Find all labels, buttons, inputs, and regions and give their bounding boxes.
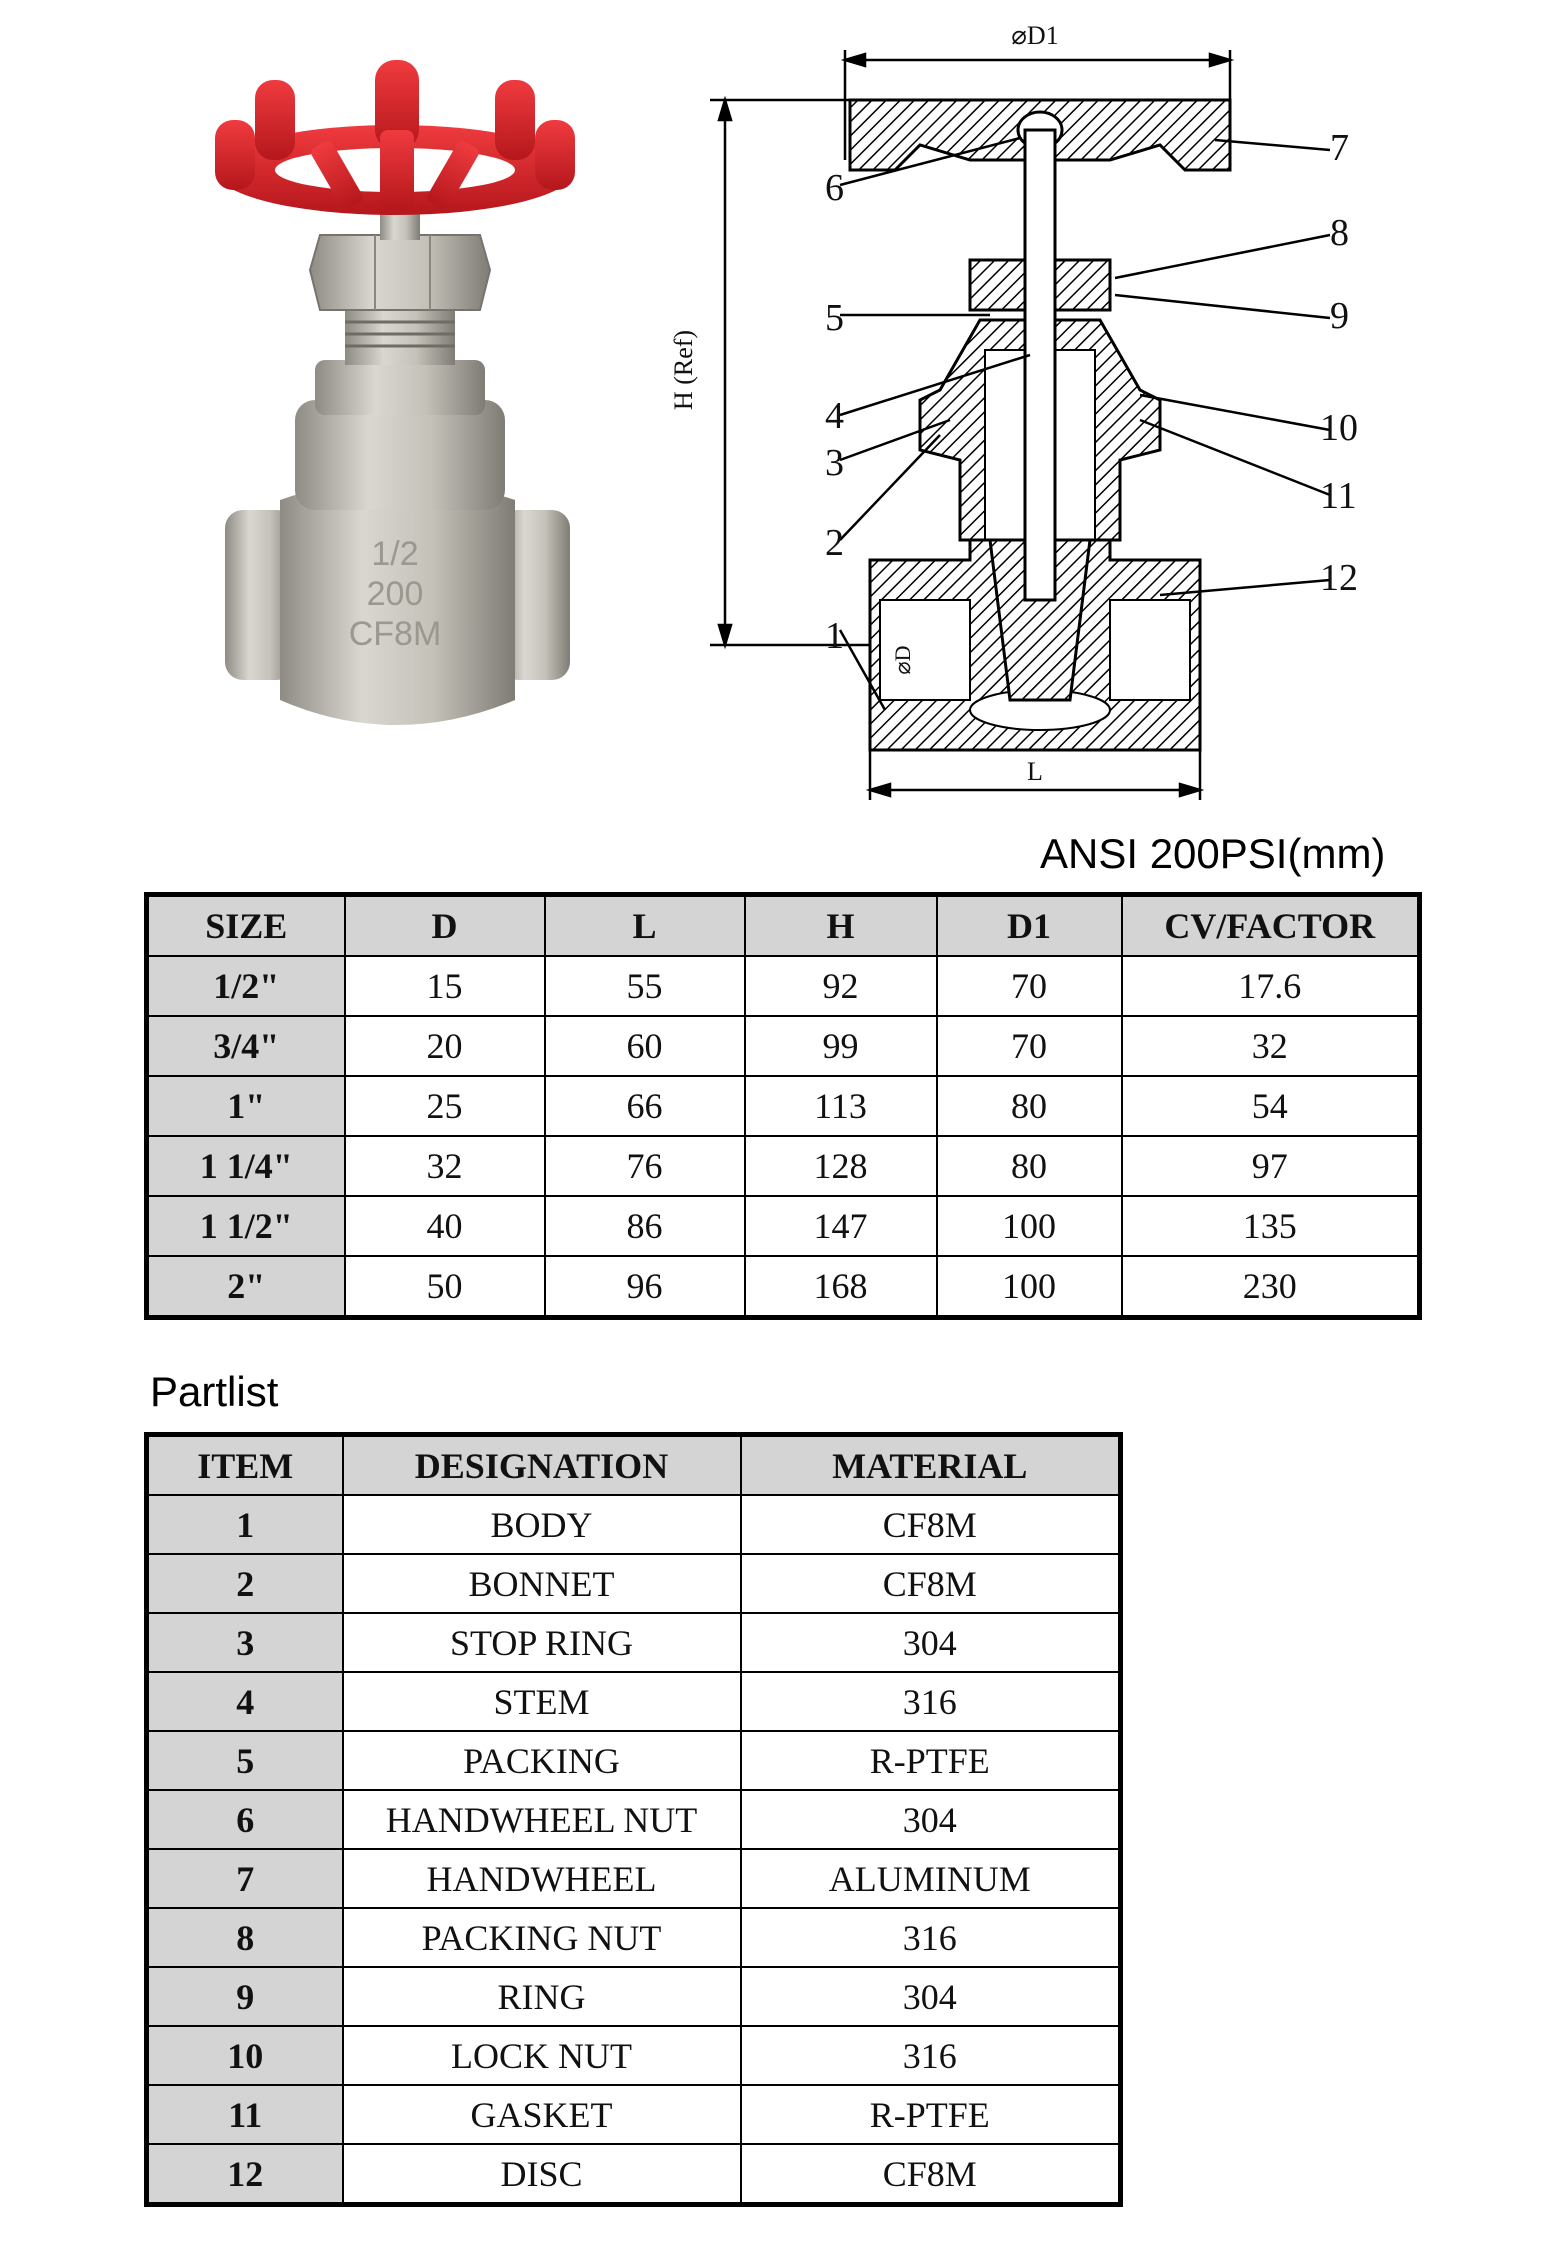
casting-mark-size: 1/2: [371, 535, 419, 573]
d1-dimension-label: ⌀D1: [1011, 21, 1059, 50]
callout-2: 2: [825, 522, 844, 564]
cv-cell: 32: [1122, 1016, 1420, 1076]
material-cell: 304: [741, 1790, 1121, 1849]
table-row: [147, 1256, 1420, 1318]
l-cell: 66: [545, 1076, 745, 1136]
callout-9: 9: [1330, 295, 1349, 337]
item-cell: 6: [147, 1790, 343, 1849]
d-cell: 32: [345, 1136, 545, 1196]
table-row: [147, 1613, 1121, 1672]
size-cell: 3/4": [147, 1016, 345, 1076]
cv-cell: 54: [1122, 1076, 1420, 1136]
size-cell: 1": [147, 1076, 345, 1136]
header-d: D: [345, 895, 545, 957]
h-dimension-label: H (Ref): [669, 329, 698, 411]
casting-mark-pressure: 200: [366, 575, 424, 613]
callout-12: 12: [1320, 557, 1358, 599]
callout-8: 8: [1330, 212, 1349, 254]
table-row: [147, 1554, 1121, 1613]
d1-cell: 70: [937, 1016, 1122, 1076]
material-cell: R-PTFE: [741, 1731, 1121, 1790]
item-cell: 12: [147, 2144, 343, 2205]
table-row: [147, 1790, 1121, 1849]
table-row: [147, 1136, 1420, 1196]
material-cell: 304: [741, 1967, 1121, 2026]
header-designation: DESIGNATION: [343, 1435, 741, 1496]
valve-cross-section-drawing: [640, 20, 1380, 820]
header-cv-factor: CV/FACTOR: [1122, 895, 1420, 957]
h-cell: 113: [745, 1076, 937, 1136]
designation-cell: STOP RING: [343, 1613, 741, 1672]
designation-cell: BODY: [343, 1495, 741, 1554]
material-cell: 304: [741, 1613, 1121, 1672]
table-row: [147, 1016, 1420, 1076]
partlist-title: Partlist: [150, 1368, 279, 1415]
d1-cell: 100: [937, 1196, 1122, 1256]
callout-7: 7: [1330, 127, 1349, 169]
item-cell: 11: [147, 2085, 343, 2144]
table-row: [147, 2085, 1121, 2144]
d-dimension-label: ⌀D: [890, 645, 915, 675]
item-cell: 8: [147, 1908, 343, 1967]
d-cell: 20: [345, 1016, 545, 1076]
size-cell: 2": [147, 1256, 345, 1318]
callout-1: 1: [825, 615, 844, 657]
callout-10: 10: [1320, 407, 1358, 449]
header-material: MATERIAL: [741, 1435, 1121, 1496]
d-cell: 25: [345, 1076, 545, 1136]
material-cell: CF8M: [741, 1495, 1121, 1554]
table-row: [147, 956, 1420, 1016]
item-cell: 5: [147, 1731, 343, 1790]
item-cell: 3: [147, 1613, 343, 1672]
cv-cell: 17.6: [1122, 956, 1420, 1016]
d-cell: 15: [345, 956, 545, 1016]
table-row: [147, 1849, 1121, 1908]
designation-cell: PACKING NUT: [343, 1908, 741, 1967]
designation-cell: LOCK NUT: [343, 2026, 741, 2085]
table-row: [147, 2144, 1121, 2205]
header-h: H: [745, 895, 937, 957]
designation-cell: DISC: [343, 2144, 741, 2205]
item-cell: 7: [147, 1849, 343, 1908]
designation-cell: RING: [343, 1967, 741, 2026]
material-cell: ALUMINUM: [741, 1849, 1121, 1908]
dimensions-table: [144, 892, 1422, 1320]
item-cell: 10: [147, 2026, 343, 2085]
d-cell: 40: [345, 1196, 545, 1256]
valve-photo: [195, 60, 585, 740]
l-cell: 60: [545, 1016, 745, 1076]
size-cell: 1/2": [147, 956, 345, 1016]
l-dimension-label: L: [1027, 757, 1043, 786]
material-cell: CF8M: [741, 2144, 1121, 2205]
h-cell: 92: [745, 956, 937, 1016]
d1-cell: 100: [937, 1256, 1122, 1318]
casting-mark-material: CF8M: [348, 615, 442, 653]
cv-cell: 135: [1122, 1196, 1420, 1256]
h-cell: 99: [745, 1016, 937, 1076]
table-row: [147, 2026, 1121, 2085]
table-header-row: [147, 895, 1420, 957]
material-cell: 316: [741, 1672, 1121, 1731]
designation-cell: HANDWHEEL: [343, 1849, 741, 1908]
cv-cell: 97: [1122, 1136, 1420, 1196]
header-item: ITEM: [147, 1435, 343, 1496]
l-cell: 96: [545, 1256, 745, 1318]
l-cell: 55: [545, 956, 745, 1016]
callout-6: 6: [825, 167, 844, 209]
d1-cell: 70: [937, 956, 1122, 1016]
callout-5: 5: [825, 297, 844, 339]
header-d1: D1: [937, 895, 1122, 957]
callout-4: 4: [825, 395, 844, 437]
h-cell: 168: [745, 1256, 937, 1318]
item-cell: 1: [147, 1495, 343, 1554]
header-l: L: [545, 895, 745, 957]
item-cell: 4: [147, 1672, 343, 1731]
cv-cell: 230: [1122, 1256, 1420, 1318]
dimensions-title: ANSI 200PSI(mm): [1040, 830, 1386, 877]
table-header-row: [147, 1435, 1121, 1496]
d1-cell: 80: [937, 1136, 1122, 1196]
designation-cell: PACKING: [343, 1731, 741, 1790]
item-cell: 9: [147, 1967, 343, 2026]
d-cell: 50: [345, 1256, 545, 1318]
material-cell: 316: [741, 1908, 1121, 1967]
callout-3: 3: [825, 442, 844, 484]
table-row: [147, 1076, 1420, 1136]
table-row: [147, 1967, 1121, 2026]
l-cell: 76: [545, 1136, 745, 1196]
table-row: [147, 1731, 1121, 1790]
partlist-table: [144, 1432, 1123, 2207]
material-cell: R-PTFE: [741, 2085, 1121, 2144]
callout-11: 11: [1320, 475, 1357, 517]
h-cell: 128: [745, 1136, 937, 1196]
item-cell: 2: [147, 1554, 343, 1613]
table-row: [147, 1908, 1121, 1967]
designation-cell: HANDWHEEL NUT: [343, 1790, 741, 1849]
designation-cell: BONNET: [343, 1554, 741, 1613]
designation-cell: STEM: [343, 1672, 741, 1731]
table-row: [147, 1495, 1121, 1554]
l-cell: 86: [545, 1196, 745, 1256]
d1-cell: 80: [937, 1076, 1122, 1136]
table-row: [147, 1196, 1420, 1256]
table-row: [147, 1672, 1121, 1731]
size-cell: 1 1/2": [147, 1196, 345, 1256]
designation-cell: GASKET: [343, 2085, 741, 2144]
material-cell: 316: [741, 2026, 1121, 2085]
header-size: SIZE: [147, 895, 345, 957]
material-cell: CF8M: [741, 1554, 1121, 1613]
h-cell: 147: [745, 1196, 937, 1256]
size-cell: 1 1/4": [147, 1136, 345, 1196]
